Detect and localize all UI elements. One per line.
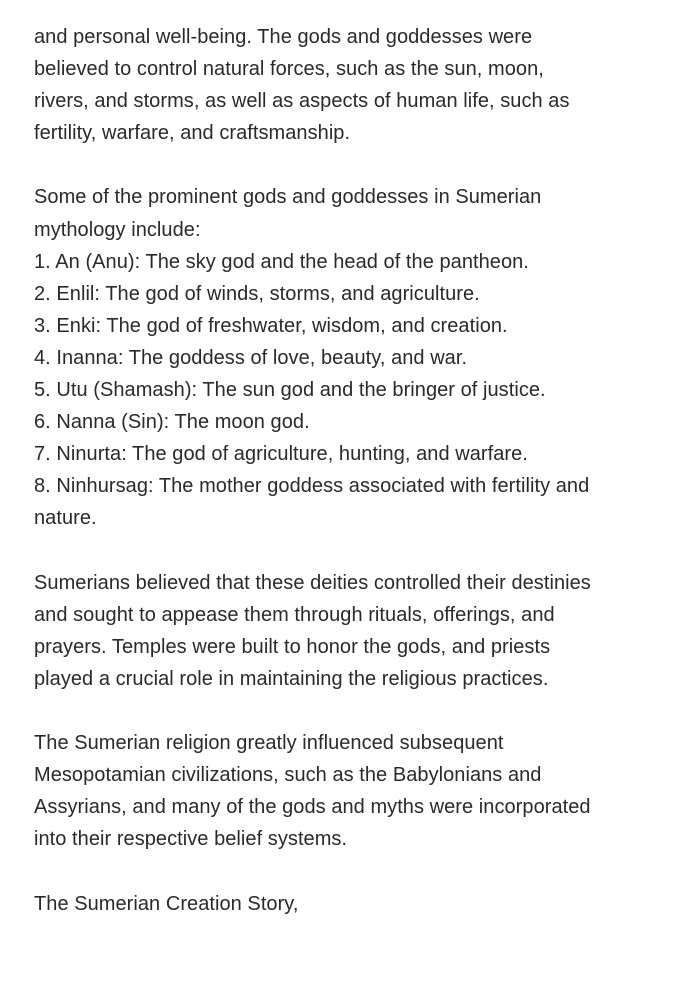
text-line: Mesopotamian civilizations, such as the Babylonians and	[34, 764, 542, 787]
text-line: Assyrians, and many of the gods and myths were incorporated	[34, 796, 591, 819]
text-line: Sumerians believed that these deities controlled their destinies	[34, 571, 591, 594]
beliefs-paragraph	[34, 567, 674, 695]
text-line: prayers. Temples were built to honor the gods, and priests	[34, 635, 551, 658]
text-line: into their respective belief systems.	[34, 828, 348, 851]
text-line: rivers, and storms, as well as aspects of human life, such as	[34, 90, 570, 113]
paragraph-gap	[34, 149, 674, 181]
text-line: believed to control natural forces, such as the sun, moon,	[34, 58, 544, 81]
document-body	[34, 21, 674, 920]
list-item-continuation: nature.	[34, 507, 97, 530]
paragraph-gap	[34, 535, 674, 567]
text-line: and personal well-being. The gods and goddesses were	[34, 26, 533, 48]
list-item: 4. Inanna: The goddess of love, beauty, and war.	[34, 346, 468, 369]
list-item: 1. An (Anu): The sky god and the head of the pantheon.	[34, 250, 529, 273]
list-item: 7. Ninurta: The god of agriculture, hunting, and warfare.	[34, 443, 528, 466]
list-item: 3. Enki: The god of freshwater, wisdom, and creation.	[34, 314, 508, 337]
text-line: played a crucial role in maintaining the religious practices.	[34, 667, 549, 690]
list-item: 2. Enlil: The god of winds, storms, and agriculture.	[34, 282, 480, 305]
text-line: fertility, warfare, and craftsmanship.	[34, 122, 351, 145]
influence-paragraph	[34, 727, 674, 855]
prominent-gods-intro	[34, 181, 674, 245]
paragraph-gap	[34, 855, 674, 887]
text-line: and sought to appease them through rituals, offerings, and	[34, 603, 555, 626]
list-item: 5. Utu (Shamash): The sun god and the bringer of justice.	[34, 379, 546, 402]
creation-story-heading	[34, 888, 674, 920]
intro-paragraph	[34, 21, 674, 149]
text-line: Some of the prominent gods and goddesses in Sumerian	[34, 186, 542, 209]
list-item: 8. Ninhursag: The mother goddess associated with fertility and	[34, 475, 590, 498]
gods-list	[34, 246, 674, 535]
text-line: mythology include:	[34, 218, 201, 241]
paragraph-gap	[34, 695, 674, 727]
text-line: The Sumerian religion greatly influenced subsequent	[34, 732, 504, 755]
list-item: 6. Nanna (Sin): The moon god.	[34, 411, 310, 434]
text-line: The Sumerian Creation Story,	[34, 892, 299, 915]
